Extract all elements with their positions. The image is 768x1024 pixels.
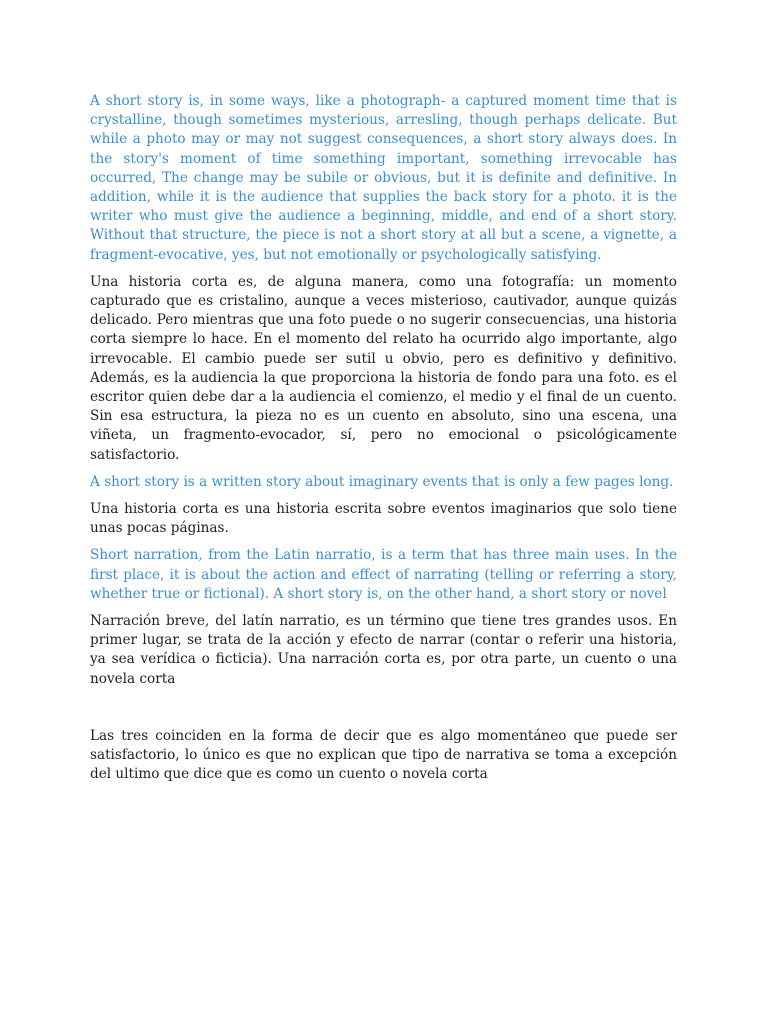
paragraph-english-1: A short story is, in some ways, like a photograph- a captured moment time that is crystalline, though sometimes mysterious, arresling, though perhaps delicate. But while a photo may or may not suggest consequences, a short story always does. In the story's moment of time something important, something irrevocable has occurred, The change may be subile or obvious, but it is definite and definitive. In addition, while it is the audience that supplies the back story for a photo. it is the writer who must give the audience a beginning, middle, and end of a short story. Without that structure, the piece is not a short story at all but a scene, a vignette, a fragment-evocative, yes, but not emotionally or psychologically satisfying. bbox=[90, 93, 677, 263]
paragraph-spanish-2: Una historia corta es una historia escrita sobre eventos imaginarios que solo tiene unas pocas páginas. bbox=[90, 501, 677, 537]
paragraph-spanish-3: Narración breve, del latín narratio, es un término que tiene tres grandes usos. En primer lugar, se trata de la acción y efecto de narrar (contar o referir una historia, ya sea verídica o ficticia). Una narración corta es, por otra parte, un cuento o una novela corta bbox=[90, 613, 677, 687]
paragraph-spanish-1: Una historia corta es, de alguna manera, como una fotografía: un momento capturado que es cristalino, aunque a veces misterioso, cautivador, aunque quizás delicado. Pero mientras que una foto puede o no sugerir consecuencias, una historia corta siempre lo hace. En el momento del relato ha ocurrido algo importante, algo irrevocable. El cambio puede ser sutil u obvio, pero es definitivo y definitivo. Además, es la audiencia la que proporciona la historia de fondo para una foto. es el escritor quien debe dar a la audiencia el comienzo, el medio y el final de un cuento. Sin esa estructura, la pieza no es un cuento en absoluto, sino una escena, una viñeta, un fragmento-evocador, sí, pero no emocional o psicológicamente satisfactorio. bbox=[90, 273, 677, 463]
paragraph-english-2: A short story is a written story about imaginary events that is only a few pages long. bbox=[90, 473, 674, 490]
paragraph-conclusion: Las tres coinciden en la forma de decir que es algo momentáneo que puede ser satisfactorio, lo único es que no explican que tipo de narrativa se toma a excepción del ultimo que dice que es como un cuento o novela corta bbox=[90, 727, 677, 783]
document-page bbox=[90, 92, 677, 785]
paragraph-english-3: Short narration, from the Latin narratio, is a term that has three main uses. In the first place, it is about the action and effect of narrating (telling or referring a story, whether true or fictional). A short story is, on the other hand, a short story or novel bbox=[90, 547, 677, 602]
